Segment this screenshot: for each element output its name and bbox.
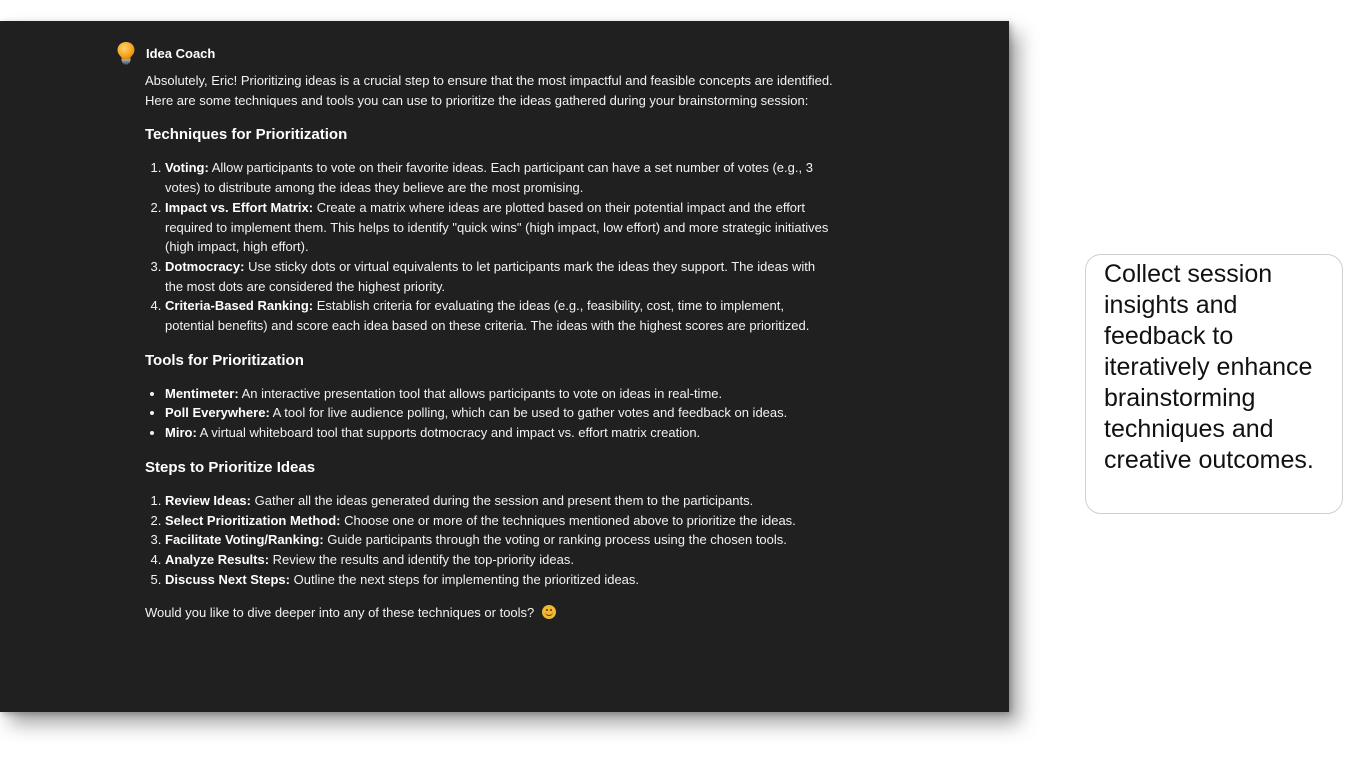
callout-note <box>1085 254 1343 514</box>
bot-name: Idea Coach <box>146 45 216 61</box>
list-item: • Poll Everywhere: A tool for live audience polling, which can be used to gather votes and feedback on ideas. <box>165 403 835 423</box>
assistant-message <box>145 71 835 623</box>
list-item: • Mentimeter: An interactive presentation tool that allows participants to vote on ideas in real-time. <box>165 384 835 404</box>
list-item: • Miro: A virtual whiteboard tool that supports dotmocracy and impact vs. effort matrix creation. <box>165 423 835 443</box>
message-closing <box>145 603 835 623</box>
smiling-face-icon <box>542 605 556 619</box>
tools-list <box>145 384 835 443</box>
closing-text: Would you like to dive deeper into any of these techniques or tools? <box>145 605 535 621</box>
list-item: 2. Impact vs. Effort Matrix: Create a matrix where ideas are plotted based on their potential impact and the effort required to implement them. This helps to identify "quick wins" (high impact, low effort) and more strategic initiatives (high impact, high effort). <box>165 198 835 257</box>
list-item: 5. Discuss Next Steps: Outline the next steps for implementing the prioritized ideas. <box>165 570 835 590</box>
bot-header <box>116 41 215 65</box>
section-heading-steps: Steps to Prioritize Ideas <box>145 458 316 476</box>
section-heading-tools: Tools for Prioritization <box>145 351 304 369</box>
list-item: 3. Dotmocracy: Use sticky dots or virtual equivalents to let participants mark the ideas they support. The ideas with the most dots are considered the highest priority. <box>165 257 835 296</box>
steps-list <box>145 491 835 590</box>
techniques-list <box>145 158 835 335</box>
list-item: 2. Select Prioritization Method: Choose one or more of the techniques mentioned above to prioritize the ideas. <box>165 511 835 531</box>
callout-note-text: Collect session insights and feedback to iteratively enhance brainstorming techniques and creative outcomes. <box>1104 260 1314 474</box>
section-heading-techniques: Techniques for Prioritization <box>145 126 348 144</box>
list-item: 4. Analyze Results: Review the results and identify the top-priority ideas. <box>165 550 835 570</box>
list-item: 1. Voting: Allow participants to vote on their favorite ideas. Each participant can have a set number of votes (e.g., 3 votes) to distribute among the ideas they believe are the most promising. <box>165 158 835 197</box>
list-item: 1. Review Ideas: Gather all the ideas generated during the session and present them to the participants. <box>165 491 835 511</box>
lightbulb-icon <box>116 41 136 65</box>
list-item: 4. Criteria-Based Ranking: Establish criteria for evaluating the ideas (e.g., feasibility, cost, time to implement, potential benefits) and score each idea based on these criteria. The ideas with the highest scores are prioritized. <box>165 296 835 335</box>
message-intro: Absolutely, Eric! Prioritizing ideas is a crucial step to ensure that the most impactful and feasible concepts are identified. Here are some techniques and tools you can use to prioritize the ideas gathered during your brainstorming session: <box>145 73 833 108</box>
list-item: 3. Facilitate Voting/Ranking: Guide participants through the voting or ranking process using the chosen tools. <box>165 530 835 550</box>
chat-panel <box>0 21 1009 712</box>
